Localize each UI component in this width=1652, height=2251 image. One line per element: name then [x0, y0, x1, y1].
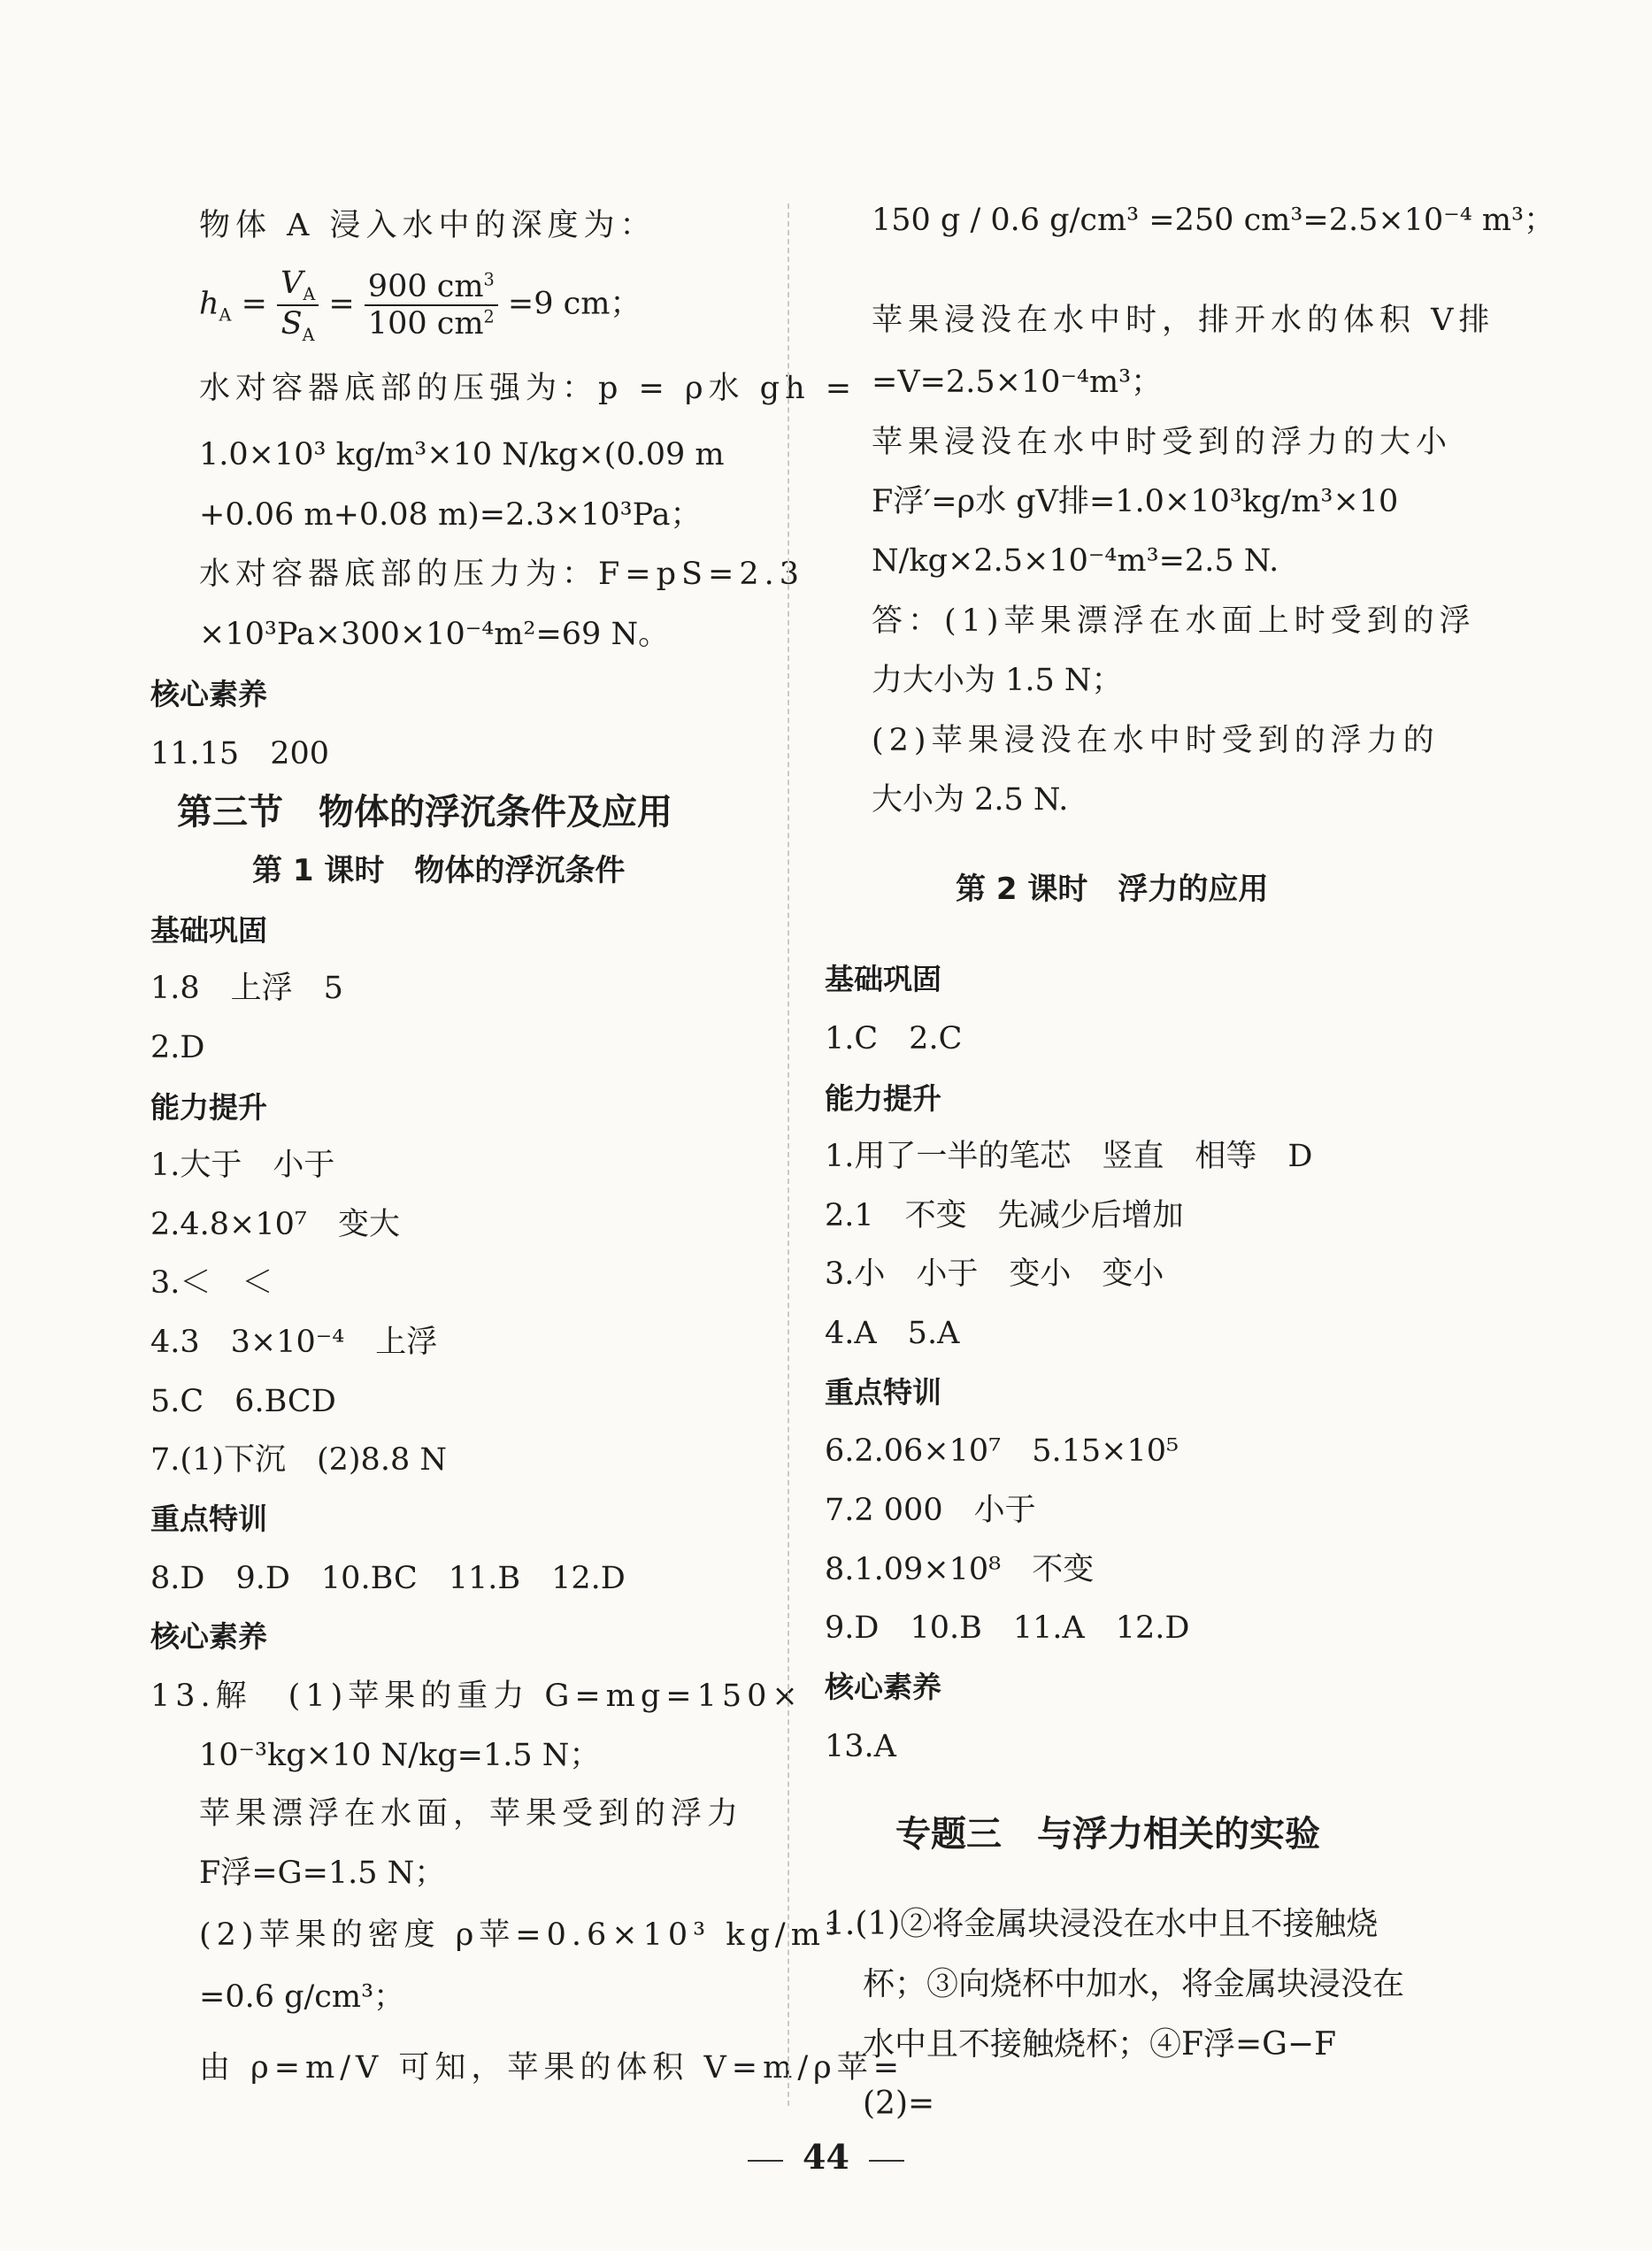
text-line: 苹果浸没在水中时受到的浮力的大小 — [872, 425, 1453, 460]
section-heading: 基础巩固 — [150, 913, 267, 948]
answer-line: 13.解 (1)苹果的重力 G=mg=150× — [150, 1679, 803, 1714]
text-line: 杯；③向烧杯中加水，将金属块浸没在 — [863, 1966, 1405, 2002]
answer-line: 8.D 9.D 10.BC 11.B 12.D — [150, 1561, 626, 1596]
answer-line: 7.(1)下沉 (2)8.8 N — [150, 1442, 447, 1478]
text-line: 水对容器底部的压强为：p = ρ水 gh = — [199, 371, 857, 406]
text-line: 物体 A 浸入水中的深度为： — [199, 208, 657, 243]
text-line: 水对容器底部的压力为：F=pS=2.3 — [199, 557, 804, 592]
answer-line: 6.2.06×10⁷ 5.15×10⁵ — [825, 1433, 1179, 1469]
topic-title: 专题三 与浮力相关的实验 — [895, 1814, 1320, 1855]
answer-line: 11.15 200 — [150, 736, 330, 772]
column-divider — [788, 204, 789, 2106]
text-line: N/kg×2.5×10⁻⁴m³=2.5 N. — [872, 543, 1279, 579]
text-line: 由 ρ=m/V 可知，苹果的体积 V=m/ρ苹= — [199, 2050, 905, 2086]
text-line: 苹果浸没在水中时，排开水的体积 V排 — [872, 303, 1495, 338]
text-line: 答：(1)苹果漂浮在水面上时受到的浮 — [872, 603, 1476, 639]
text-line: 大小为 2.5 N. — [872, 782, 1069, 818]
formula-depth: $h_A$ = $\frac{V_A}{S_A}$ = $\frac{900 cm^3}{100 cm^2}$ =9 cm； — [199, 265, 642, 346]
section-heading: 重点特训 — [825, 1375, 941, 1410]
answer-line: 1.用了一半的笔芯 竖直 相等 D — [825, 1139, 1313, 1174]
section-heading: 核心素养 — [150, 677, 267, 711]
section-heading: 重点特训 — [150, 1502, 267, 1536]
answer-line: 2.1 不变 先减少后增加 — [825, 1198, 1184, 1233]
text-line: =V=2.5×10⁻⁴m³； — [872, 365, 1163, 400]
answer-line: 9.D 10.B 11.A 12.D — [825, 1610, 1190, 1646]
answer-line: 2.D — [150, 1030, 205, 1065]
answer-line: 3.小 小于 变小 变小 — [825, 1256, 1164, 1292]
section-heading: 核心素养 — [150, 1619, 267, 1654]
answer-line: 1.(1)②将金属块浸没在水中且不接触烧 — [825, 1906, 1379, 1942]
text-line: =0.6 g/cm³； — [199, 1979, 405, 2015]
answer-line: 3.＜ ＜ — [150, 1265, 273, 1301]
text-line: (2)苹果的密度 ρ苹=0.6×10³ kg/m³ — [199, 1917, 843, 1953]
text-line: (2)= — [863, 2086, 935, 2122]
text-line: (2)苹果浸没在水中时受到的浮力的 — [872, 723, 1440, 758]
lesson-title: 第 2 课时 浮力的应用 — [956, 872, 1269, 907]
text-line: F浮′=ρ水 gV排=1.0×10³kg/m³×10 — [872, 484, 1399, 519]
section-title: 第三节 物体的浮沉条件及应用 — [177, 792, 672, 833]
text-line: 10⁻³kg×10 N/kg=1.5 N； — [199, 1738, 601, 1773]
text-line: 水中且不接触烧杯；④F浮=G−F — [863, 2026, 1337, 2063]
text-line: 力大小为 1.5 N； — [872, 663, 1123, 698]
lesson-title: 第 1 课时 物体的浮沉条件 — [252, 853, 626, 888]
answer-line: 13.A — [825, 1729, 896, 1764]
section-heading: 能力提升 — [825, 1081, 941, 1116]
answer-line: 8.1.09×10⁸ 不变 — [825, 1552, 1095, 1587]
answer-line: 4.A 5.A — [825, 1316, 960, 1351]
text-line: F浮=G=1.5 N； — [199, 1855, 446, 1891]
page-number: 44 — [0, 2137, 1652, 2177]
answer-line: 4.3 3×10⁻⁴ 上浮 — [150, 1325, 438, 1360]
text-line: ×10³Pa×300×10⁻⁴m²=69 N。 — [199, 617, 670, 652]
answer-line: 1.大于 小于 — [150, 1148, 335, 1183]
answer-line: 1.8 上浮 5 — [150, 971, 343, 1006]
answer-line: 7.2 000 小于 — [825, 1493, 1036, 1528]
section-heading: 核心素养 — [825, 1670, 941, 1704]
text-line: +0.06 m+0.08 m)=2.3×10³Pa； — [199, 497, 702, 533]
text-line: 150 g / 0.6 g/cm³ =250 cm³=2.5×10⁻⁴ m³； — [872, 203, 1556, 238]
answer-line: 5.C 6.BCD — [150, 1384, 336, 1419]
answer-line: 2.4.8×10⁷ 变大 — [150, 1207, 400, 1242]
text-line: 苹果漂浮在水面，苹果受到的浮力 — [199, 1796, 744, 1832]
section-heading: 基础巩固 — [825, 962, 941, 996]
text-line: 1.0×10³ kg/m³×10 N/kg×(0.09 m — [199, 437, 725, 472]
section-heading: 能力提升 — [150, 1090, 267, 1125]
answer-line: 1.C 2.C — [825, 1021, 963, 1056]
